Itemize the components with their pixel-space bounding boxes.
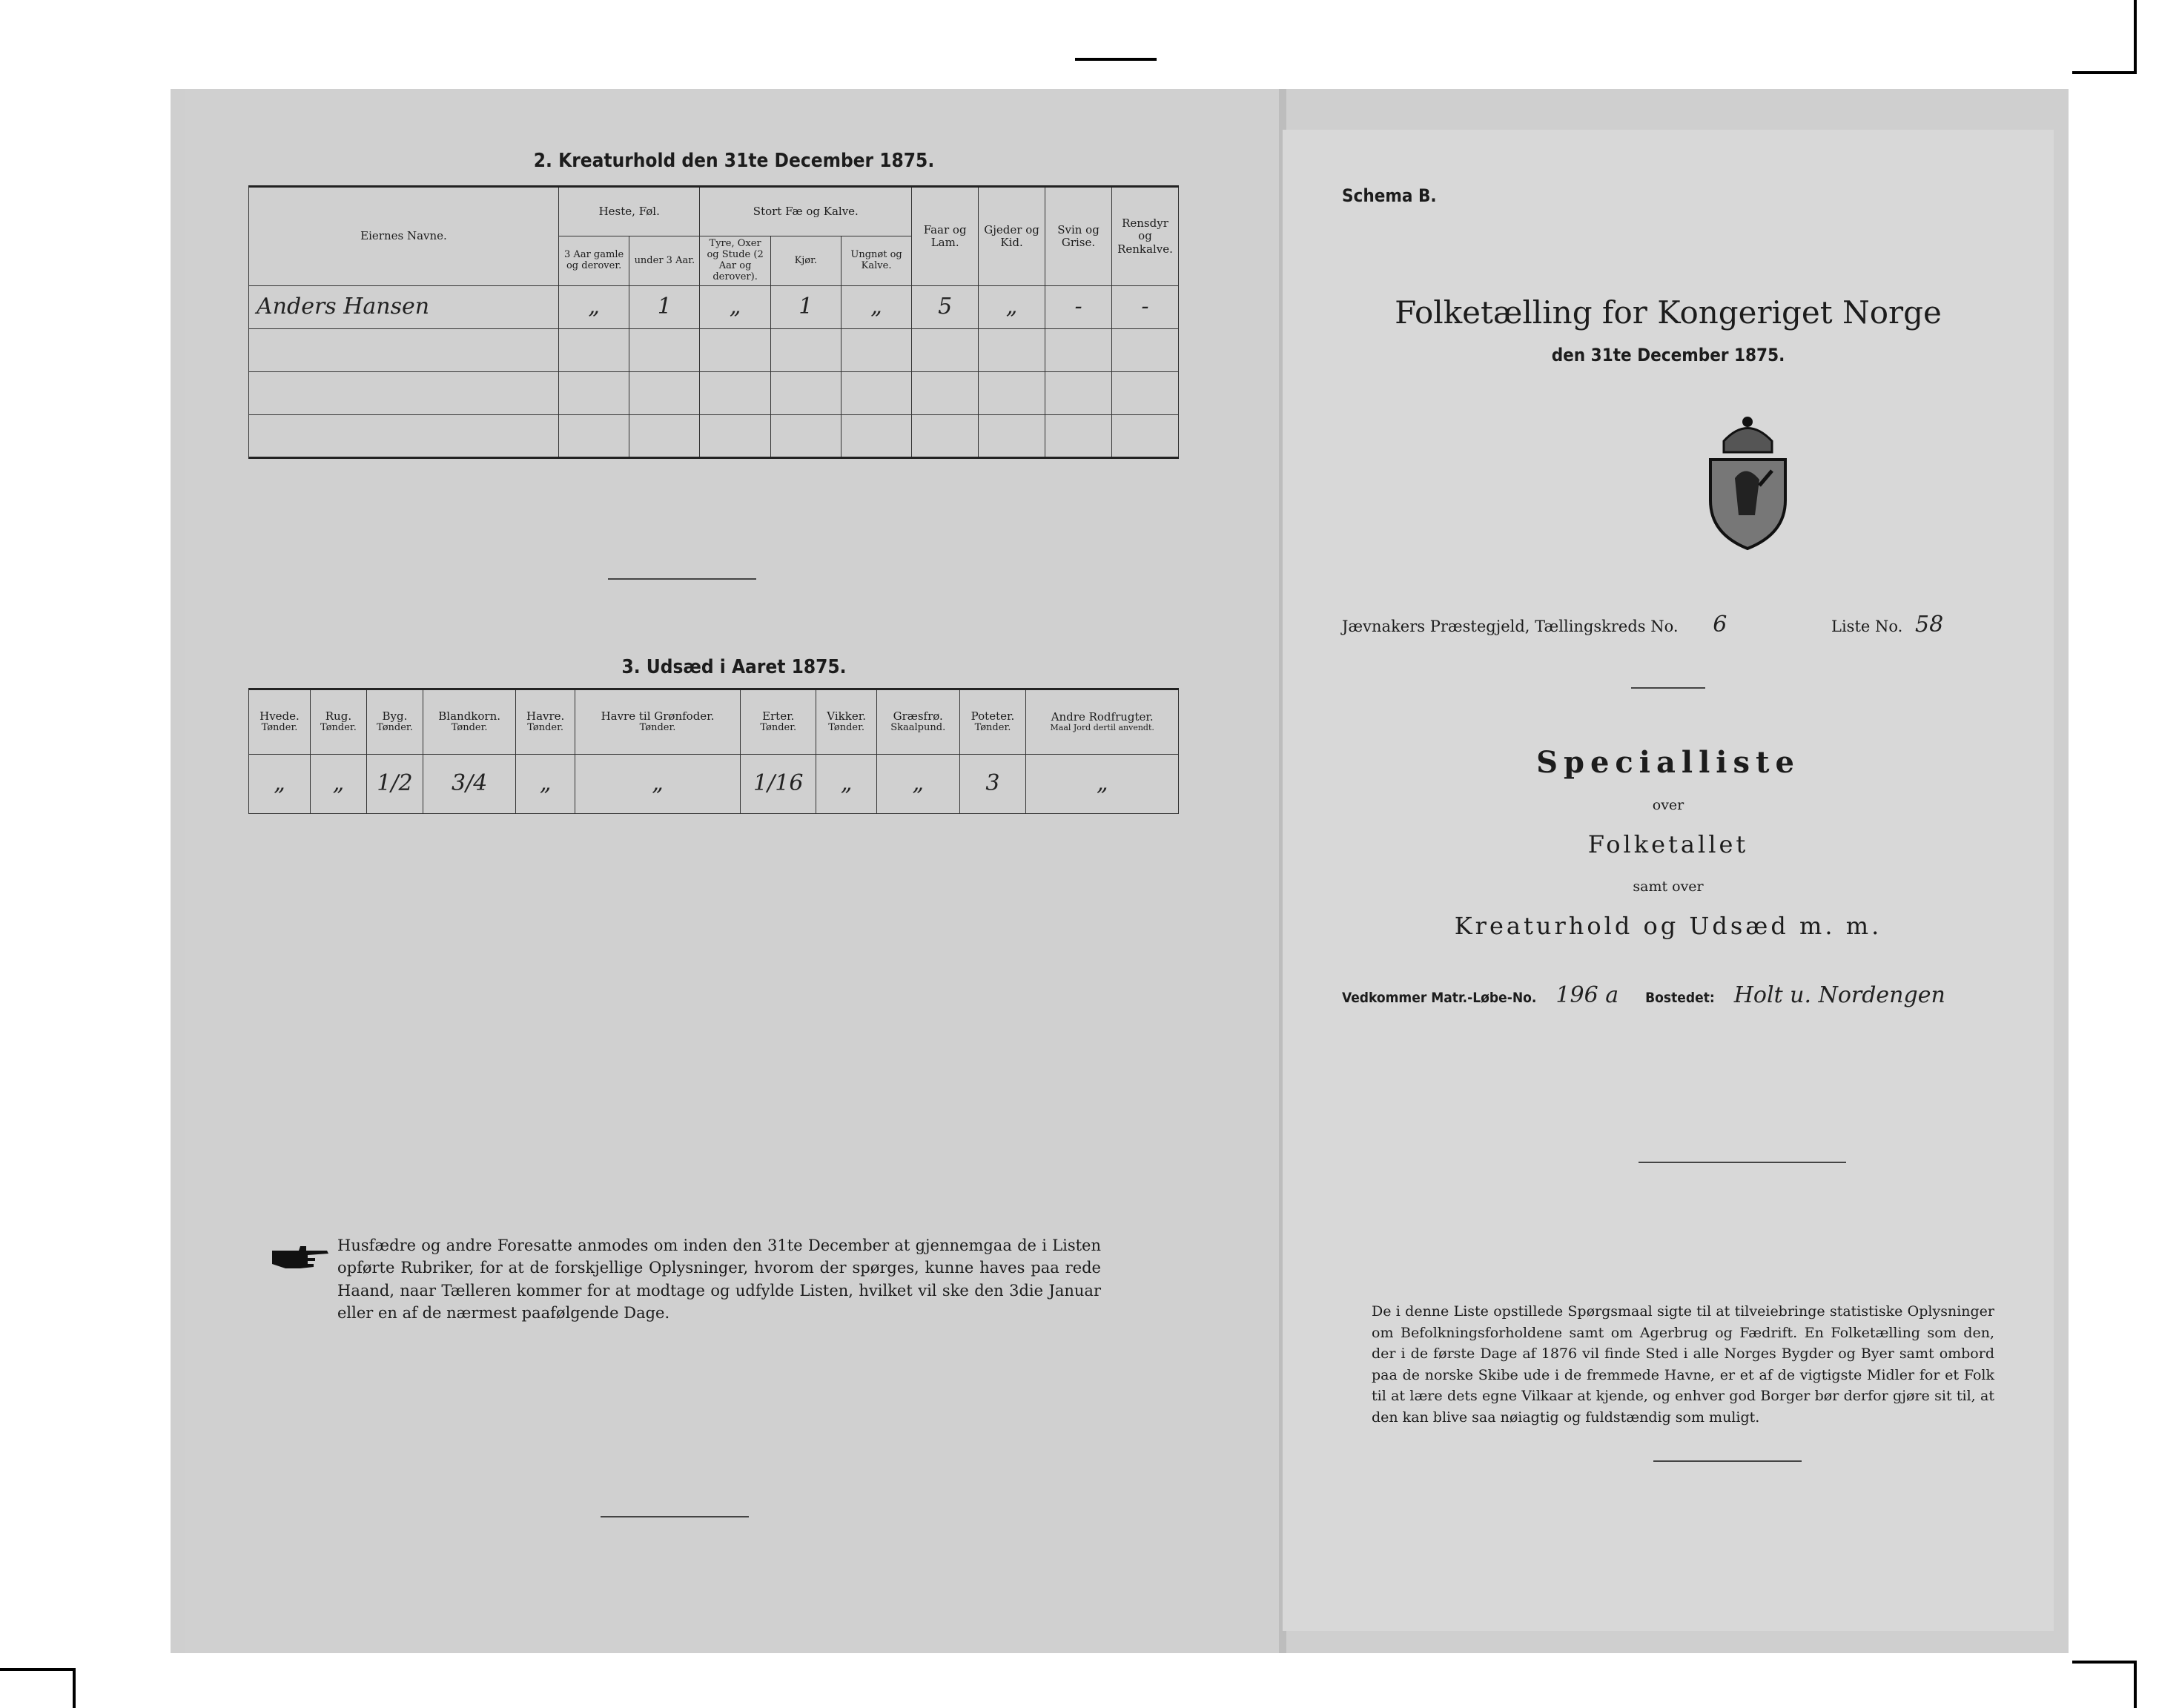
header-cell: Havre. Tønder. — [516, 689, 575, 755]
folketallet: Folketallet — [1587, 830, 1749, 858]
corner-mark-bottom-right-h — [2072, 1661, 2137, 1664]
cell: 1 — [770, 286, 841, 329]
table-row — [249, 415, 1179, 458]
cows-header: Kjør. — [770, 236, 841, 286]
header-cell: Blandkorn. Tønder. — [423, 689, 515, 755]
cell: 3 — [959, 755, 1026, 814]
footer-text: De i denne Liste opstillede Spørgsmaal sigte til at tilveiebringe statistiske Oplysninger om Befolkningsforholdene samt om Agerbrug og Fædrift. En Folketælling som den, der i de første Dage af 1876 vil finde Sted i alle Norges Bygder og Byer samt ombord paa de norske Skibe ude i de fremmede Havne, er et af de vigtigste Midler for et Folk til at lære dets egne Vilkaar at kjende, og enhver god Borger bør derfor gjøre sit til, at den kan blive saa nøiagtig og fuldstændig som muligt. — [1372, 1303, 1994, 1426]
cell: 1/2 — [366, 755, 423, 814]
header-row — [249, 689, 1179, 755]
bulls-header: Tyre, Oxer og Stude (2 Aar og derover). — [700, 236, 770, 286]
corner-mark-bottom-right — [2134, 1661, 2137, 1708]
cell: - — [1111, 286, 1178, 329]
pigs-header: Svin og Grise. — [1045, 187, 1112, 286]
sheep-header: Faar og Lam. — [912, 187, 979, 286]
livestock-table — [248, 185, 1179, 459]
table-row — [249, 372, 1179, 415]
header-cell: Andre Rodfrugter. Maal Jord dertil anvendt. — [1026, 689, 1179, 755]
section2-title: 2. Kreaturhold den 31te December 1875. — [533, 150, 935, 172]
header-cell: Græsfrø. Skaalpund. — [876, 689, 959, 755]
bosted-value: Holt u. Nordengen — [1733, 982, 1945, 1008]
cell: - — [1045, 286, 1112, 329]
owner-name: Anders Hansen — [249, 286, 559, 329]
schema-label: Schema B. — [1342, 185, 1437, 206]
coat-of-arms-icon — [1702, 411, 1794, 552]
cell: „ — [1026, 755, 1179, 814]
divider — [1639, 1162, 1846, 1163]
kreaturhold-title: Kreaturhold og Udsæd m. m. — [1454, 912, 1882, 940]
young-cattle-header: Ungnøt og Kalve. — [841, 236, 911, 286]
samt-over: samt over — [1633, 878, 1704, 895]
owner-header: Eiernes Navne. — [249, 187, 559, 286]
cell: „ — [979, 286, 1045, 329]
parish-line: Jævnakers Præstegjeld, Tællingskreds No. 6 — [1342, 612, 1727, 638]
over-text: over — [1652, 797, 1684, 813]
horses-under3-header: under 3 Aar. — [629, 236, 700, 286]
header-cell: Byg. Tønder. — [366, 689, 423, 755]
cell: „ — [559, 286, 629, 329]
header-cell: Havre til Grønfoder. Tønder. — [575, 689, 740, 755]
cell: „ — [249, 755, 311, 814]
reindeer-header: Rensdyr og Renkalve. — [1111, 187, 1178, 286]
notice-text: Husfædre og andre Foresatte anmodes om inden den 31te December at gjennemgaa de i Listen opførte Rubriker, for at de forskjellige Oplysninger, hvorom der spørges, kunne haves paa rede Haand, naar Tælleren kommer for at modtage og udfylde Listen, hvilket vil ske den 3die Januar eller en af de nærmest paafølgende Dage. — [337, 1237, 1101, 1323]
district-no: 6 — [1713, 612, 1727, 638]
cell: 5 — [912, 286, 979, 329]
document-spread — [171, 89, 2069, 1653]
header-cell: Vikker. Tønder. — [816, 689, 877, 755]
cell: „ — [700, 286, 770, 329]
divider — [1653, 1460, 1802, 1462]
table-row — [249, 329, 1179, 372]
cattle-header: Stort Fæ og Kalve. — [700, 187, 912, 236]
cell: „ — [841, 286, 911, 329]
sowing-table — [248, 688, 1179, 814]
liste-no: 58 — [1915, 612, 1944, 638]
horses-3yr-header: 3 Aar gamle og derover. — [559, 236, 629, 286]
left-page — [185, 89, 1283, 1653]
right-page — [1283, 130, 2054, 1631]
cell: 1 — [629, 286, 700, 329]
header-cell: Rug. Tønder. — [310, 689, 366, 755]
header-cell: Hvede. Tønder. — [249, 689, 311, 755]
liste-line: Liste No. 58 — [1831, 612, 1944, 638]
corner-mark-right-h — [2072, 71, 2137, 74]
header-cell: Poteter. Tønder. — [959, 689, 1026, 755]
goats-header: Gjeder og Kid. — [979, 187, 1045, 286]
table-row — [249, 755, 1179, 814]
top-marker — [1075, 58, 1157, 61]
cell: „ — [310, 755, 366, 814]
divider — [601, 1516, 749, 1517]
divider — [608, 578, 756, 580]
cell: 3/4 — [423, 755, 515, 814]
divider — [1631, 687, 1705, 689]
matr-line: Vedkommer Matr.-Løbe-No. 196 a Bostedet: Holt u. Nordengen — [1342, 982, 1945, 1008]
cell: „ — [516, 755, 575, 814]
pointing-hand-icon — [271, 1242, 330, 1271]
corner-mark-left-h — [0, 1668, 74, 1671]
main-title: Folketælling for Kongeriget Norge — [1395, 294, 1942, 331]
section3-title: 3. Udsæd i Aaret 1875. — [621, 656, 847, 678]
cell: „ — [876, 755, 959, 814]
cell: 1/16 — [741, 755, 816, 814]
corner-mark-right — [2134, 0, 2137, 74]
header-cell: Erter. Tønder. — [741, 689, 816, 755]
cell: „ — [816, 755, 877, 814]
horses-header: Heste, Føl. — [559, 187, 700, 236]
cell: „ — [575, 755, 740, 814]
matr-value: 196 a — [1555, 982, 1619, 1008]
corner-mark-left — [73, 1668, 76, 1708]
census-date: den 31te December 1875. — [1551, 345, 1785, 365]
table-row — [249, 286, 1179, 329]
spec-title: Specialliste — [1536, 745, 1800, 780]
